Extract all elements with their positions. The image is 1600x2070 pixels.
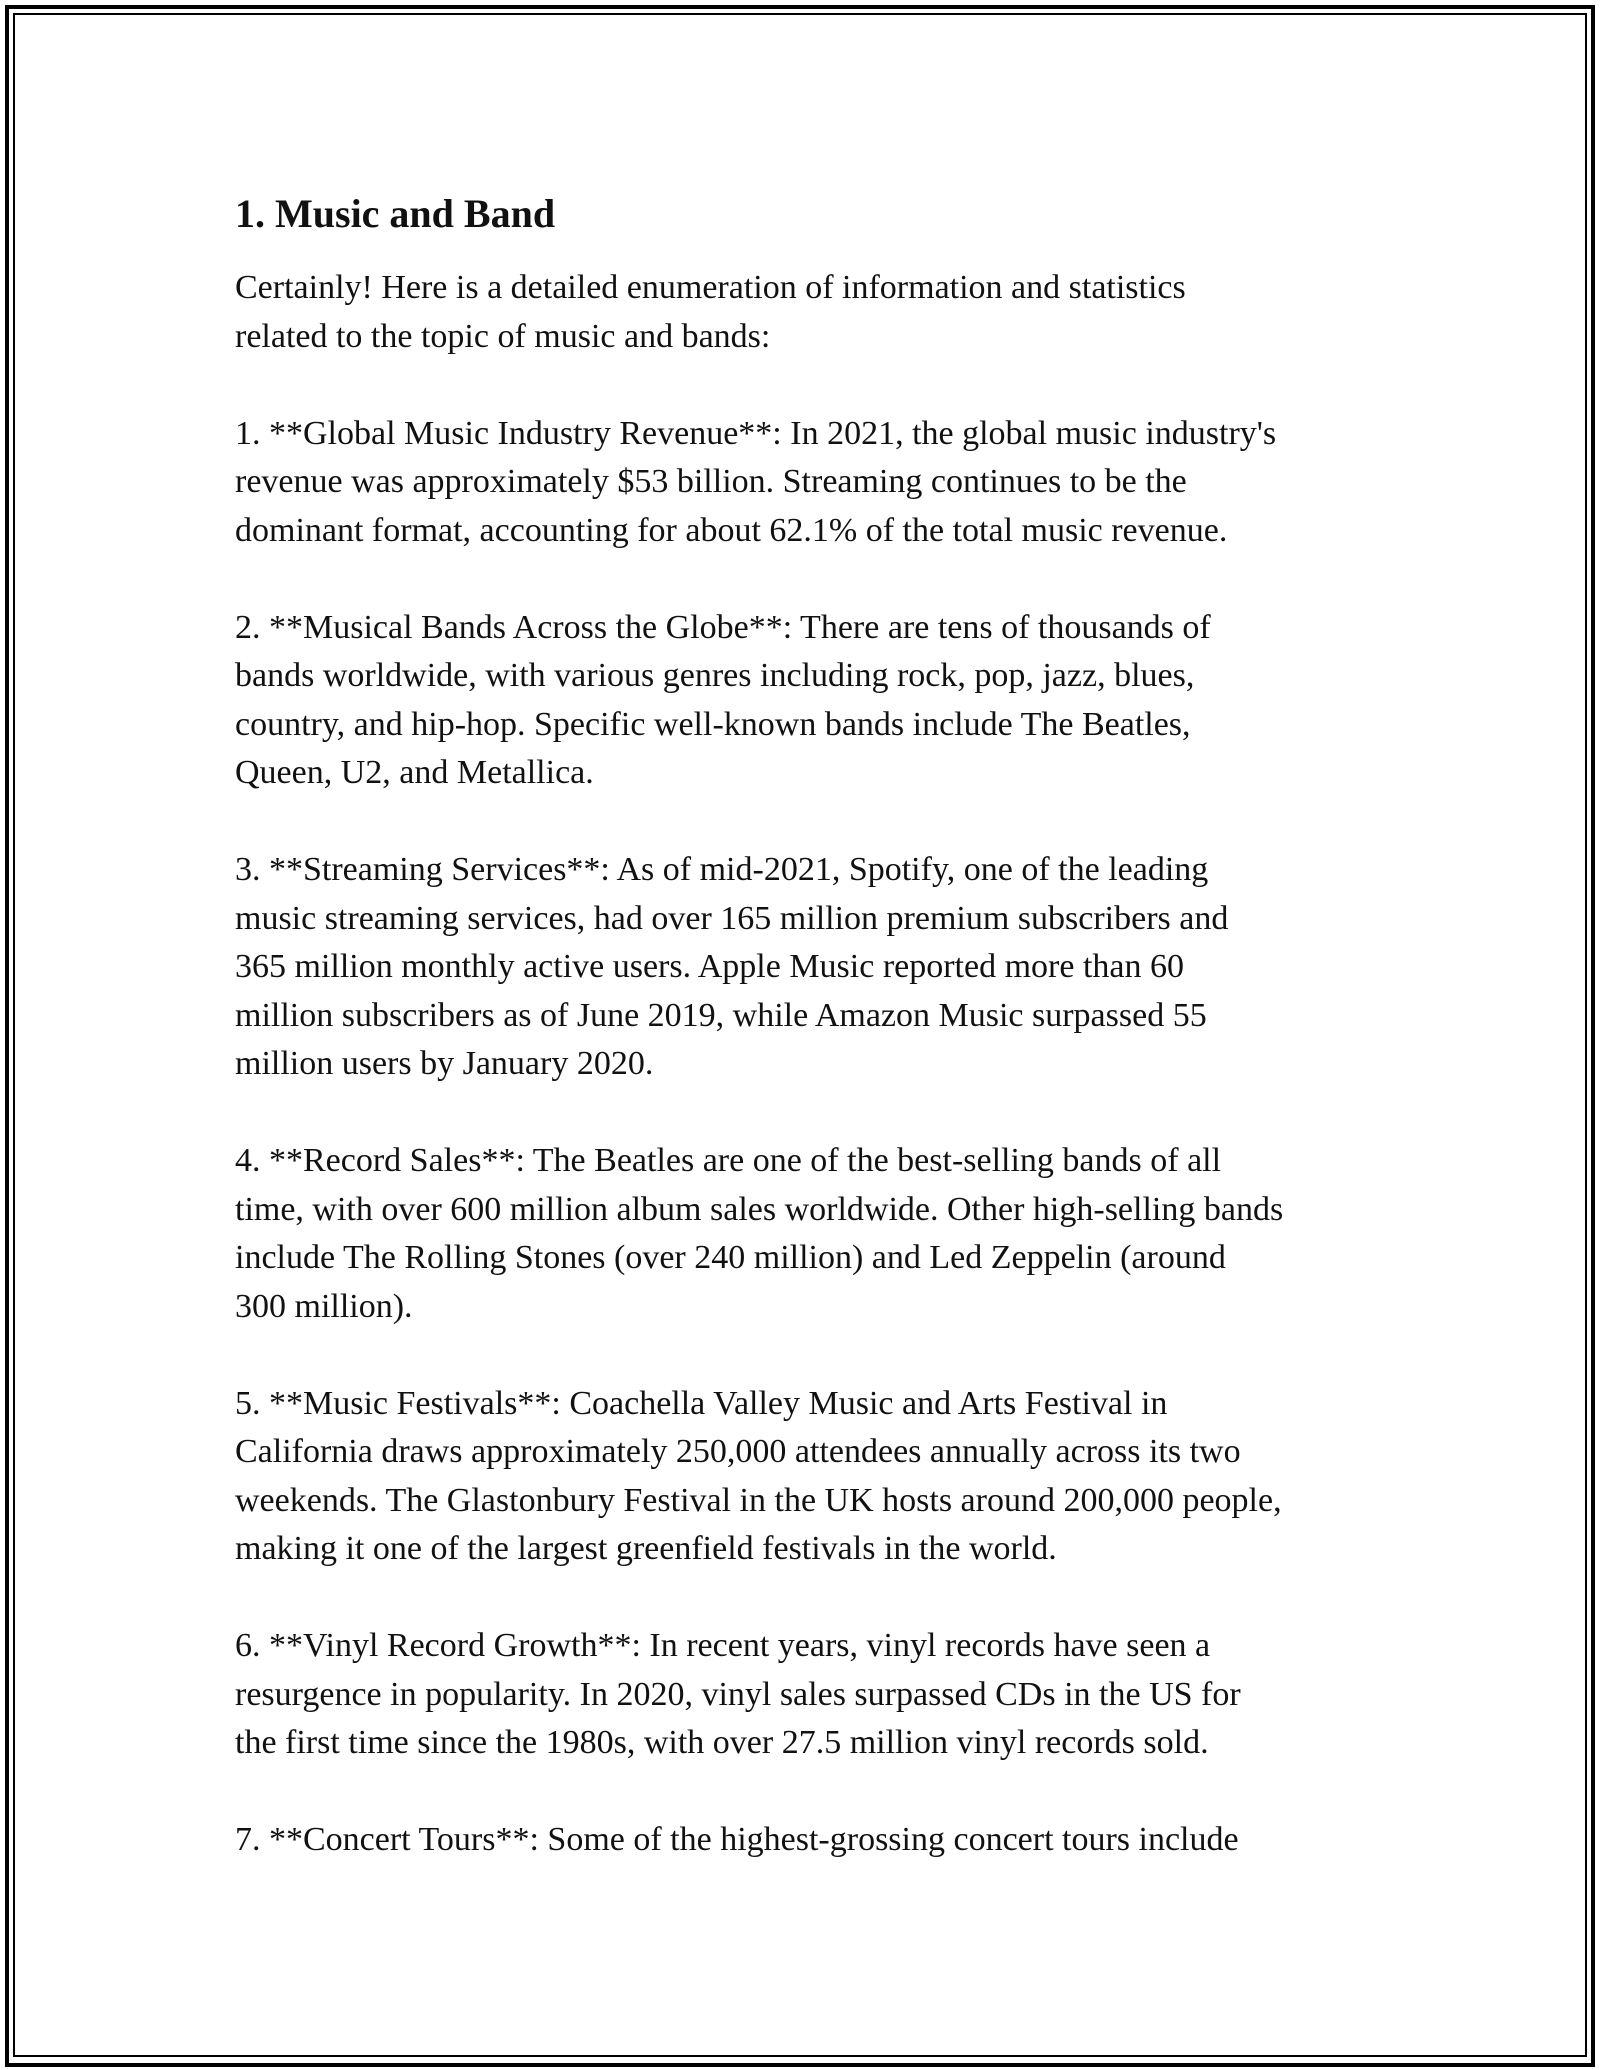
document-body: [235, 180, 1375, 1865]
list-item: 1. **Global Music Industry Revenue**: In 2021, the global music industry's revenue was approximately $53 billion. Streaming continues to be the dominant format, accounting for about 62.1% of the total music revenue.: [235, 414, 1277, 549]
list-item: 6. **Vinyl Record Growth**: In recent years, vinyl records have seen a resurgence in popularity. In 2020, vinyl sales surpassed CDs in the US for the first time since the 1980s, with over 27.5 million vinyl records sold.: [235, 1627, 1241, 1761]
list-item: 7. **Concert Tours**: Some of the highest-grossing concert tours include: [235, 1821, 1239, 1858]
page-title: 1. Music and Band: [235, 191, 556, 236]
list-item: 4. **Record Sales**: The Beatles are one of the best-selling bands of all time, with over 600 million album sales worldwide. Other high-selling bands include The Rolling Stones (over 240 million) and Led Zeppelin (around 300 million).: [235, 1142, 1284, 1325]
intro-paragraph: Certainly! Here is a detailed enumeration of information and statistics related to the topic of music and bands:: [235, 269, 1186, 355]
list-item: 5. **Music Festivals**: Coachella Valley Music and Arts Festival in California draws approximately 250,000 attendees annually across its two weekends. The Glastonbury Festival in the UK hosts around 200,000 people, making it one of the largest greenfield festivals in the world.: [235, 1384, 1282, 1567]
list-item: 3. **Streaming Services**: As of mid-2021, Spotify, one of the leading music streaming services, had over 165 million premium subscribers and 365 million monthly active users. Apple Music reported more than 60 million subscribers as of June 2019, while Amazon Music surpassed 55 million users by January 2020.: [235, 851, 1229, 1082]
list-item: 2. **Musical Bands Across the Globe**: There are tens of thousands of bands worldwide, with various genres including rock, pop, jazz, blues, country, and hip-hop. Specific well-known bands include The Beatles, Queen, U2, and Metallica.: [235, 608, 1211, 791]
